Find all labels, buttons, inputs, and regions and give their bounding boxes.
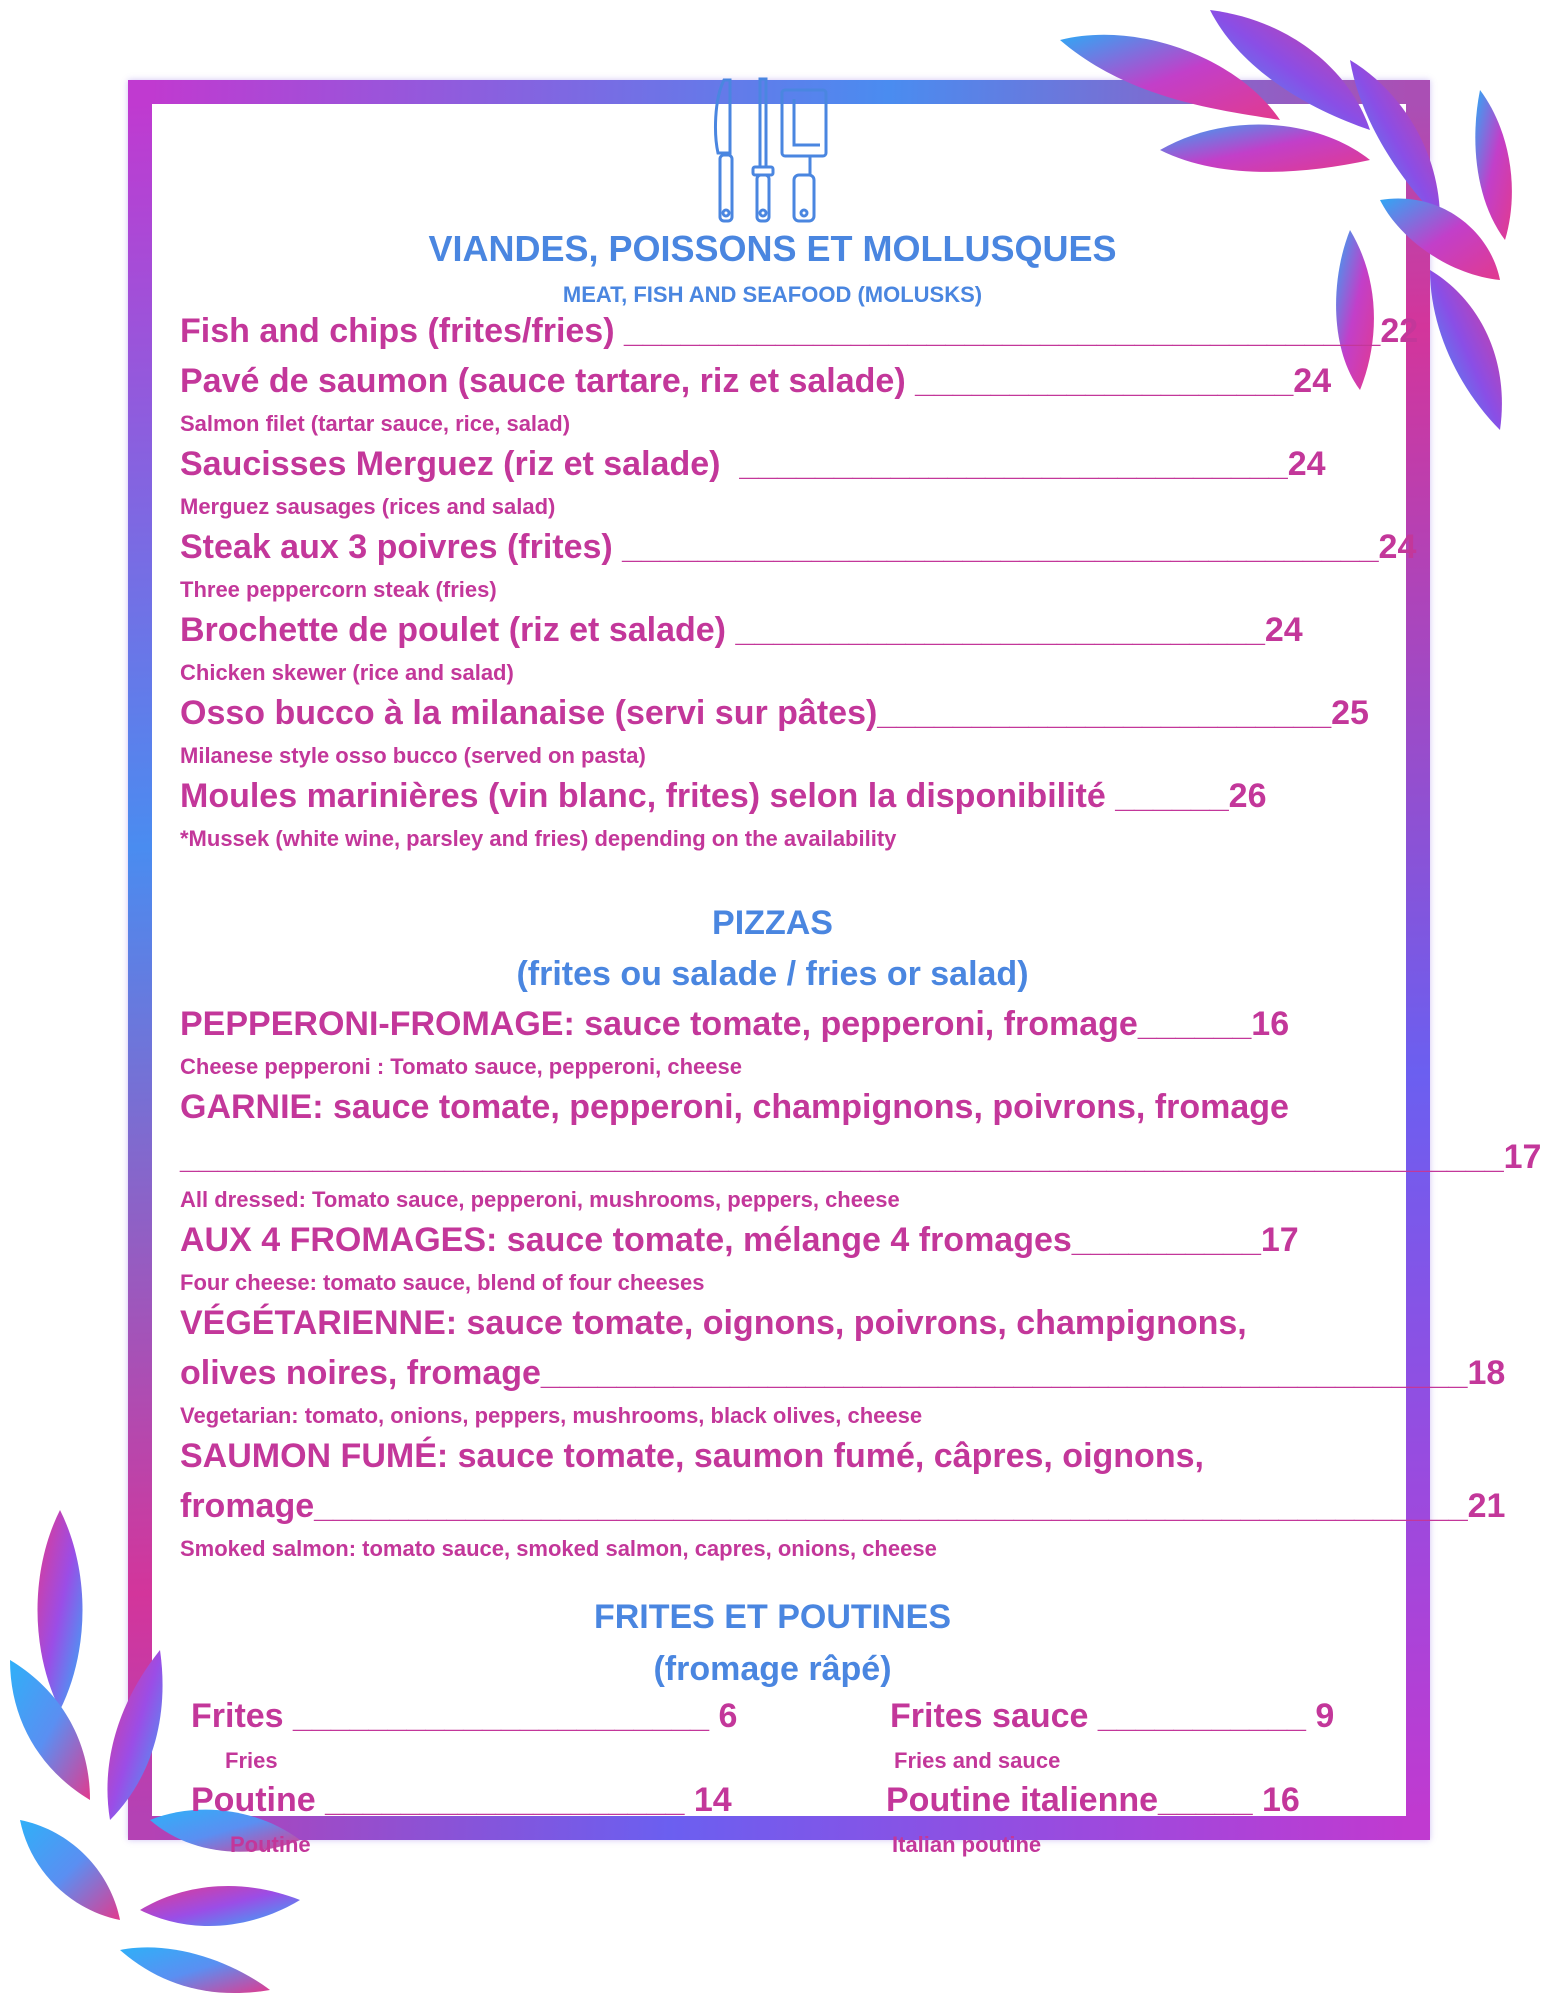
menu-item: Moules marinières (vin blanc, frites) selon la disponibilité ______26 <box>180 777 1267 815</box>
menu-item-translation: Milanese style osso bucco (served on pasta) <box>180 743 646 768</box>
section2-subtitle: (frites ou salade / fries or salad) <box>516 955 1029 993</box>
menu-item: Frites ______________________ 6 <box>191 1697 738 1735</box>
section2-title: PIZZAS <box>712 904 833 942</box>
knife-icon <box>716 80 732 221</box>
menu-item-translation: *Mussek (white wine, parsley and fries) depending on the availability <box>180 826 897 851</box>
menu-item-translation: All dressed: Tomato sauce, pepperoni, mushrooms, peppers, cheese <box>180 1187 900 1212</box>
menu-item-translation: Vegetarian: tomato, onions, peppers, mushrooms, black olives, cheese <box>180 1403 923 1428</box>
menu-item: Frites sauce ___________ 9 <box>890 1697 1335 1735</box>
menu-item-translation: Chicken skewer (rice and salad) <box>180 660 514 685</box>
sharpener-icon <box>753 79 773 221</box>
menu-item: AUX 4 FROMAGES: sauce tomate, mélange 4 fromages__________17 <box>180 1221 1299 1259</box>
menu-item-translation: Salmon filet (tartar sauce, rice, salad) <box>180 411 571 436</box>
menu-item: SAUMON FUMÉ: sauce tomate, saumon fumé, câpres, oignons, <box>180 1437 1204 1475</box>
menu-item-translation: Four cheese: tomato sauce, blend of four cheeses <box>180 1270 705 1295</box>
menu-item: Fish and chips (frites/fries) ________________________________________22 <box>180 312 1419 350</box>
menu-item: Saucisses Merguez (riz et salade) _____________________________24 <box>180 445 1326 483</box>
menu-item-translation: Cheese pepperoni : Tomato sauce, pepperoni, cheese <box>180 1054 742 1079</box>
menu-item-translation: Fries and sauce <box>894 1748 1061 1773</box>
section1-subtitle: MEAT, FISH AND SEAFOOD (MOLUSKS) <box>562 282 983 307</box>
menu-item: Osso bucco à la milanaise (servi sur pâtes)________________________25 <box>180 694 1369 732</box>
menu-item-translation: Three peppercorn steak (fries) <box>180 577 497 602</box>
section3-title: FRITES ET POUTINES <box>593 1598 952 1636</box>
menu-item-line2: ______________________________________________________________________17 <box>180 1138 1542 1176</box>
menu-item-translation: Fries <box>225 1748 278 1773</box>
menu-item: PEPPERONI-FROMAGE: sauce tomate, pepperoni, fromage______16 <box>180 1005 1290 1043</box>
utensils-icon <box>710 75 835 227</box>
menu-item-line2: fromage_____________________________________________________________21 <box>180 1487 1506 1525</box>
leaf-icon <box>0 1490 330 2000</box>
menu-item: Steak aux 3 poivres (frites) ________________________________________24 <box>180 528 1417 566</box>
menu-item: VÉGÉTARIENNE: sauce tomate, oignons, poivrons, champignons, <box>180 1304 1247 1342</box>
menu-item-translation: Merguez sausages (rices and salad) <box>180 494 556 519</box>
menu-item: Brochette de poulet (riz et salade) ____________________________24 <box>180 611 1303 649</box>
menu-item: Poutine italienne_____ 16 <box>886 1781 1300 1819</box>
menu-item-translation: Smoked salmon: tomato sauce, smoked salmon, capres, onions, cheese <box>180 1536 937 1561</box>
menu-item: GARNIE: sauce tomate, pepperoni, champignons, poivrons, fromage <box>180 1088 1289 1126</box>
menu-item-translation: Italian poutine <box>892 1832 1042 1857</box>
cleaver-icon <box>782 90 826 221</box>
menu-item: Poutine ___________________ 14 <box>191 1781 732 1819</box>
section3-subtitle: (fromage râpé) <box>653 1650 892 1688</box>
menu-item-line2: olives noires, fromage_________________________________________________18 <box>180 1354 1506 1392</box>
menu-item: Pavé de saumon (sauce tartare, riz et salade) ____________________24 <box>180 362 1332 400</box>
section1-title: VIANDES, POISSONS ET MOLLUSQUES <box>428 228 1117 269</box>
menu-item-translation: Poutine <box>230 1832 311 1857</box>
